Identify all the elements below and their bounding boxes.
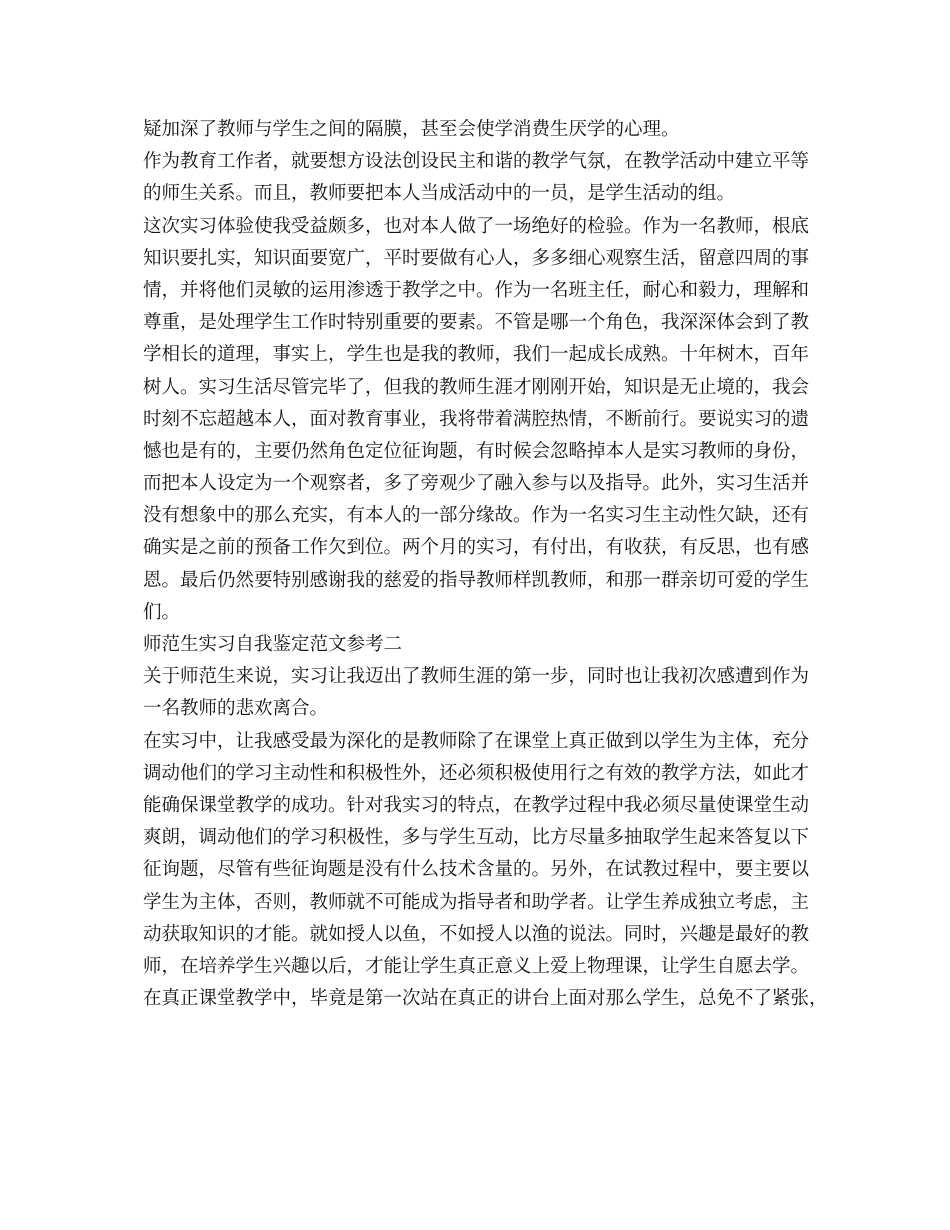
text-line: 在实习中，让我感受最为深化的是教师除了在课堂上真正做到以学生为主体，充分 bbox=[143, 730, 810, 752]
text-line: 动获取知识的才能。就如授人以鱼，不如授人以渔的说法。同时，兴趣是最好的教 bbox=[143, 923, 810, 945]
text-line: 作为教育工作者，就要想方设法创设民主和谐的教学气氛，在教学活动中建立平等 bbox=[143, 151, 810, 173]
text-line: 调动他们的学习主动性和积极性外，还必须积极使用行之有效的教学方法，如此才 bbox=[143, 762, 810, 784]
text-line: 没有想象中的那么充实，有本人的一部分缘故。作为一名实习生主动性欠缺，还有 bbox=[143, 505, 810, 527]
text-line: 确实是之前的预备工作欠到位。两个月的实习，有付出，有收获，有反思，也有感 bbox=[143, 537, 810, 559]
text-line: 情，并将他们灵敏的运用渗透于教学之中。作为一名班主任，耐心和毅力，理解和 bbox=[143, 279, 810, 301]
text-line: 学相长的道理，事实上，学生也是我的教师，我们一起成长成熟。十年树木，百年 bbox=[143, 344, 810, 366]
text-line: 时刻不忘超越本人，面对教育事业，我将带着满腔热情，不断前行。要说实习的遗 bbox=[143, 408, 810, 430]
text-line: 能确保课堂教学的成功。针对我实习的特点，在教学过程中我必须尽量使课堂生动 bbox=[143, 794, 810, 816]
text-line: 爽朗，调动他们的学习积极性，多与学生互动，比方尽量多抽取学生起来答复以下 bbox=[143, 827, 810, 849]
text-line: 一名教师的悲欢离合。 bbox=[143, 698, 329, 720]
section-heading: 师范生实习自我鉴定范文参考二 bbox=[143, 634, 403, 655]
text-line: 的师生关系。而且，教师要把本人当成活动中的一员，是学生活动的组。 bbox=[143, 183, 736, 205]
text-line: 憾也是有的，主要仍然角色定位征询题，有时候会忽略掉本人是实习教师的身份， bbox=[143, 440, 810, 462]
text-line: 们。 bbox=[143, 601, 181, 623]
text-line: 尊重，是处理学生工作时特别重要的要素。不管是哪一个角色，我深深体会到了教 bbox=[143, 312, 810, 334]
text-line: 疑加深了教师与学生之间的隔膜，甚至会使学消费生厌学的心理。 bbox=[143, 119, 680, 140]
text-line: 恩。最后仍然要特别感谢我的慈爱的指导教师样凯教师，和那一群亲切可爱的学生 bbox=[143, 569, 810, 591]
text-line: 知识要扎实，知识面要宽广，平时要做有心人，多多细心观察生活，留意四周的事 bbox=[143, 247, 810, 269]
text-line: 而把本人设定为一个观察者，多了旁观少了融入参与以及指导。此外，实习生活并 bbox=[143, 473, 810, 495]
text-line: 关于师范生来说，实习让我迈出了教师生涯的第一步，同时也让我初次感遭到作为 bbox=[143, 666, 810, 688]
text-line: 在真正课堂教学中，毕竟是第一次站在真正的讲台上面对那么学生，总免不了紧张， bbox=[143, 988, 828, 1010]
text-line: 这次实习体验使我受益颇多，也对本人做了一场绝好的检验。作为一名教师，根底 bbox=[143, 215, 810, 237]
text-line: 树人。实习生活尽管完毕了，但我的教师生涯才刚刚开始，知识是无止境的，我会 bbox=[143, 376, 810, 398]
text-line: 师，在培养学生兴趣以后，才能让学生真正意义上爱上物理课，让学生自愿去学。 bbox=[143, 955, 810, 977]
text-line: 学生为主体，否则，教师就不可能成为指导者和助学者。让学生养成独立考虑，主 bbox=[143, 891, 810, 913]
document-body bbox=[143, 114, 833, 1015]
text-line: 征询题，尽管有些征询题是没有什么技术含量的。另外，在试教过程中，要主要以 bbox=[143, 859, 810, 881]
